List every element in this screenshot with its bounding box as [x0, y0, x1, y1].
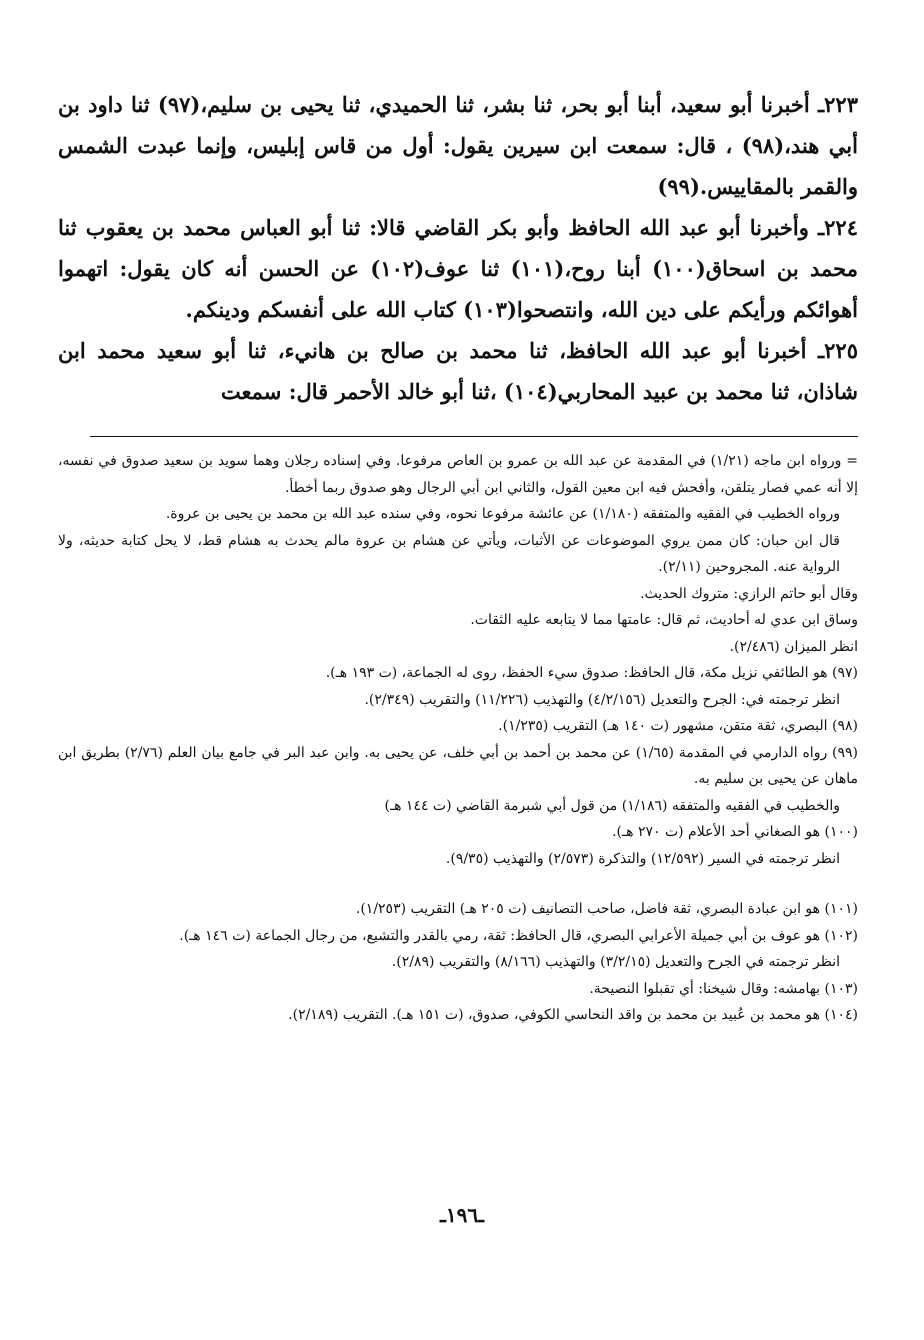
footnote-continuation: انظر الميزان (٢/٤٨٦).	[729, 638, 858, 655]
footnote-103: (١٠٣) بهامشه: وقال شيخنا: أي تقبلوا النصيحة.	[589, 980, 858, 997]
footnote-continuation: وقال أبو حاتم الرازي: متروك الحديث.	[640, 585, 858, 602]
footnote-continuation: وساق ابن عدي له أحاديث، ثم قال: عامتها مما لا يتابعه عليه الثقات.	[470, 612, 858, 628]
footnote-97-ref: انظر ترجمته في: الجرح والتعديل (٤/٢/١٥٦) والتهذيب (١١/٢٢٦) والتقريب (٢/٣٤٩).	[364, 691, 840, 708]
footnotes	[58, 448, 858, 1029]
footnote-100-ref: انظر ترجمته في السير (١٢/٥٩٢) والتذكرة (٢/٥٧٣) والتهذيب (٩/٣٥).	[445, 850, 840, 867]
footnote-99-ref: والخطيب في الفقيه والمتفقه (١/١٨٦) من قول أبي شبرمة القاضي (ت ١٤٤ هـ)	[384, 797, 840, 814]
footnote-102: (١٠٢) هو عوف بن أبي جميلة الأعرابي البصري، قال الحافظ: ثقة، رمي بالقدر والتشيع، من رجال الجماعة (ت ١٤٦ هـ).	[179, 927, 858, 944]
paragraph-225: ٢٢٥ـ أخبرنا أبو عبد الله الحافظ، ثنا محمد بن صالح بن هانيء، ثنا أبو سعيد محمد ابن شاذان، ثنا محمد بن عبيد المحاربي(١٠٤) ،ثنا أبو خالد الأحمر قال: سمعت	[58, 338, 858, 404]
footnote-continuation: ورواه الخطيب في الفقيه والمتفقه (١/١٨٠) عن عائشة مرفوعا نحوه، وفي سنده عبد الله بن محمد بن يحيى بن عروة.	[165, 506, 840, 522]
footnote-97: (٩٧) هو الطائفي نزيل مكة، قال الحافظ: صدوق سيء الحفظ، روى له الجماعة، (ت ١٩٣ هـ).	[325, 665, 858, 681]
footnote-101: (١٠١) هو ابن عبادة البصري، ثقة فاضل، صاحب التصانيف (ت ٢٠٥ هـ) التقريب (١/٢٥٣).	[355, 901, 858, 917]
footnote-104: (١٠٤) هو محمد بن عُبيد بن محمد بن واقد النحاسي الكوفي، صدوق، (ت ١٥١ هـ). التقريب (٢/١٨٩).	[288, 1007, 858, 1023]
page-number: ـ١٩٦ـ	[440, 1203, 484, 1227]
paragraph-224: ٢٢٤ـ وأخبرنا أبو عبد الله الحافظ وأبو بكر القاضي قالا: ثنا أبو العباس محمد بن يعقوب ثنا محمد بن اسحاق(١٠٠) أبنا روح،(١٠١) ثنا عوف(١٠٢) عن الحسن أنه كان يقول: اتهموا أهوائكم ورأيكم على دين الله، وانتصحوا(١٠٣) كتاب الله على أنفسكم ودينكم.	[58, 215, 858, 322]
footnote-gap	[58, 872, 858, 896]
footnote-98: (٩٨) البصري، ثقة متقن، مشهور (ت ١٤٠ هـ) التقريب (١/٢٣٥).	[498, 718, 858, 734]
footnote-99: (٩٩) رواه الدارمي في المقدمة (١/٦٥) عن محمد بن أحمد بن أبي خلف، عن يحيى به. وابن عبد البر في جامع بيان العلم (٢/٧٦) بطريق ابن ماهان عن يحيى بن سليم به.	[58, 744, 858, 787]
main-text	[58, 84, 858, 412]
footnote-continuation: = ورواه ابن ماجه (١/٢١) في المقدمة عن عبد الله بن عمرو بن العاص مرفوعا. وفي إسناده رجلان وهما سويد بن سعيد صدوق في نفسه، إلا أنه عمي فصار يتلقن، وأفحش فيه ابن معين القول، والثاني ابن أبي الرجال وهو صدوق ربما أخطأ.	[58, 453, 858, 496]
paragraph-223: ٢٢٣ـ أخبرنا أبو سعيد، أبنا أبو بحر، ثنا بشر، ثنا الحميدي، ثنا يحيى بن سليم،(٩٧) ثنا داود بن أبي هند،(٩٨) ، قال: سمعت ابن سيرين يقول: أول من قاس إبليس، وإنما عبدت الشمس والقمر بالمقاييس.(٩٩)	[58, 92, 858, 199]
footnote-separator	[90, 436, 858, 437]
footnote-102-ref: انظر ترجمته في الجرح والتعديل (٣/٢/١٥) والتهذيب (٨/١٦٦) والتقريب (٢/٨٩).	[391, 954, 840, 970]
footnote-100: (١٠٠) هو الصغاني أحد الأعلام (ت ٢٧٠ هـ).	[612, 824, 858, 840]
footnote-continuation: قال ابن حبان: كان ممن يروي الموضوعات عن الأثبات، ويأتي عن هشام بن عروة مالم يحدث به هشام قط، لا يحل كتابة حديثه، ولا الرواية عنه. المجروحين (٢/١١).	[58, 532, 840, 575]
